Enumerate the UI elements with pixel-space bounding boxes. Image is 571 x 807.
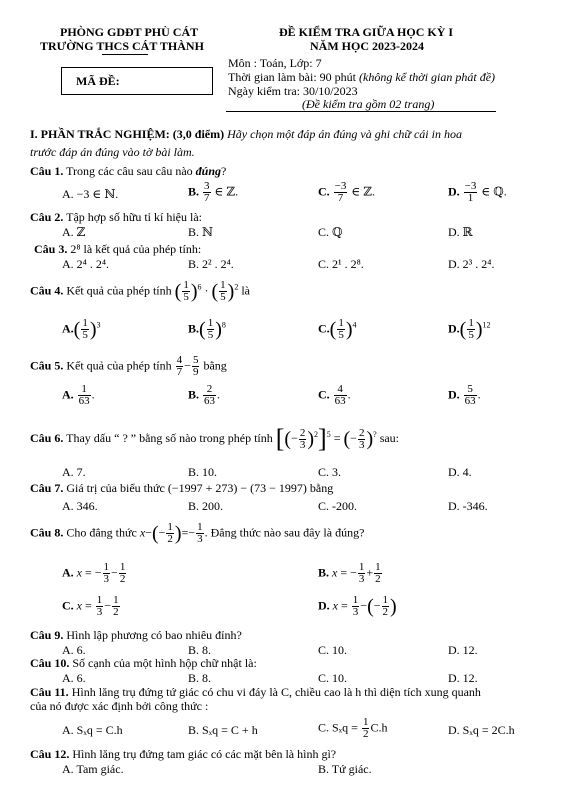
question-text: Thay dấu “ ? ” bằng số nào trong phép tính [66,430,273,445]
q2-option-b[interactable]: B. ℕ [188,225,213,239]
question-5: Câu 5. Kết quả của phép tính $\frac{4}{7}$ − $\frac{5}{9}$ bằng [30,354,227,378]
q11-option-c[interactable]: C. Sₓq = $\frac{1}{2}$ C.h [318,716,388,740]
option-letter: C. [318,184,330,199]
question-text: Trong các câu sau câu nào [66,164,193,178]
fraction: $\frac{-3}{1}$ [464,180,477,204]
q4-option-c[interactable]: C.( $\frac{1}{5}$ )$^4$ [318,317,357,341]
q8-option-a[interactable]: A. x = − $\frac{1}{3}$ − $\frac{1}{2}$ [62,561,126,585]
exam-year: NĂM HỌC 2023-2024 [310,39,424,53]
q6-option-a[interactable]: A. 7. [62,465,86,479]
fraction: $\frac{-3}{7}$ [334,180,347,204]
question-12 [30,747,336,762]
school-name: TRƯỜNG THCS CÁT THÀNH [40,39,204,53]
q5-option-b[interactable]: B. $\frac{2}{63}$ . [188,383,221,407]
exam-subject: Môn : Toán, Lớp: 7 [228,56,322,70]
question-label: Câu 8. [30,525,64,540]
exam-code-label: MÃ ĐỀ: [76,74,120,88]
q1-option-b[interactable] [188,181,238,204]
fraction: $\frac{3}{7}$ [204,180,210,204]
question-label: Câu 2. [30,210,64,224]
header-rule [226,111,496,112]
section-instruction-b: trước đáp án đúng vào tờ bài làm. [30,145,195,159]
question-text: Giá trị của biểu thức [66,481,165,495]
question-text: Tập hợp số hữu tỉ kí hiệu là: [66,210,202,224]
q10-option-d[interactable]: D. 12. [448,671,478,685]
q4-option-b[interactable]: B.( $\frac{1}{5}$ )$^8$ [188,317,226,341]
question-tail: sau: [379,430,400,445]
exam-time-label: Thời gian làm bài: 90 phút [228,70,356,84]
question-tail: bằng [203,358,227,373]
question-label: Câu 5. [30,358,64,373]
q12-option-b[interactable]: B. Tứ giác. [318,762,372,776]
question-emphasis: đúng [195,164,222,178]
q3-option-b[interactable]: B. 2² . 2⁴. [188,257,234,271]
question-expression: (−1997 + 273) − (73 − 1997) [167,481,307,495]
q2-option-d[interactable]: D. ℝ [448,225,473,239]
q9-option-a[interactable]: A. 6. [62,643,86,657]
option-tail: ∈ ℤ. [214,184,239,199]
question-6: Câu 6. Thay dấu “ ? ” bằng số nào trong phép tính [(− $\frac{2}{3}$ )$^2$]$^5$ = (− $\frac{2}{3}$ )? sau: [30,424,400,453]
question-text: Kết quả của phép tính [66,283,172,298]
option-tail: ∈ ℤ. [351,184,376,199]
exam-time-note: (không kể thời gian phát đề) [359,70,496,84]
exam-pages-note: (Đề kiểm tra gồm 02 trang) [302,97,435,111]
question-label: Câu 7. [30,481,64,495]
q11-option-b[interactable]: B. Sₓq = C + h [188,723,258,737]
q11-option-d[interactable]: D. Sₓq = 2C.h [448,723,515,737]
q7-option-c[interactable]: C. -200. [318,499,357,513]
question-7 [30,481,333,496]
question-text: Hình lập phương có bao nhiêu đỉnh? [66,628,242,642]
question-3 [34,242,201,257]
q2-option-c[interactable]: C. ℚ [318,225,343,239]
q10-option-a[interactable]: A. 6. [62,671,86,685]
question-tail: . Đẳng thức nào sau đây là đúng? [204,525,365,540]
q7-option-a[interactable]: A. 346. [62,499,98,513]
q1-option-d[interactable] [448,181,507,204]
q6-option-c[interactable]: C. 3. [318,465,342,479]
q3-option-a[interactable]: A. 2⁴ . 2⁴. [62,257,110,271]
fraction: $\frac{1}{5}$ [183,279,189,303]
q9-option-b[interactable]: B. 8. [188,643,212,657]
question-4: Câu 4. Kết quả của phép tính ( $\frac{1}{5}$ )$^6$ · ( $\frac{1}{5}$ )$^2$ là [30,279,251,303]
question-label: Câu 6. [30,430,64,445]
q7-option-b[interactable]: B. 200. [188,499,224,513]
q8-option-c[interactable]: C. x = $\frac{1}{3}$ − $\frac{1}{2}$ [62,594,119,618]
exam-time [228,70,495,85]
question-8: Câu 8. Cho đẳng thức x−(− $\frac{1}{2}$ )=− $\frac{1}{3}$ . Đẳng thức nào sau đây là đúng? [30,521,365,545]
q5-option-d[interactable]: D. $\frac{5}{63}$ . [448,383,481,407]
question-text: Cho đẳng thức [66,525,137,540]
question-label: Câu 4. [30,283,64,298]
q12-option-a[interactable]: A. Tam giác. [62,762,124,776]
q11-option-a[interactable]: A. Sₓq = C.h [62,723,123,737]
question-label: Câu 10. [30,656,70,670]
q1-option-c[interactable] [318,181,375,204]
q4-option-d[interactable]: D.( $\frac{1}{5}$ )$^{12}$ [448,317,491,341]
question-11-line2: của nó được xác định bởi công thức : [30,699,209,713]
q9-option-c[interactable]: C. 10. [318,643,348,657]
option-letter: B. [188,184,200,199]
option-letter: D. [448,184,460,199]
question-text: Hình lăng trụ đứng tứ giác có chu vi đáy là C, chiều cao là h thì diện tích xung quanh [71,685,481,699]
fraction: $\frac{1}{5}$ [220,279,226,303]
q3-option-c[interactable]: C. 2¹ . 2⁸. [318,257,364,271]
q8-option-b[interactable]: B. x = − $\frac{1}{3}$ + $\frac{1}{2}$ [318,561,381,585]
q6-option-b[interactable]: B. 10. [188,465,218,479]
q9-option-d[interactable]: D. 12. [448,643,478,657]
school-underline [102,54,148,55]
question-2 [30,210,202,225]
section-heading [30,127,462,142]
section-title: I. PHẦN TRẮC NGHIỆM: (3,0 điểm) [30,127,225,141]
question-text: 2⁸ là kết quả của phép tính: [70,242,202,256]
question-label: Câu 1. [30,164,64,178]
question-9 [30,628,242,643]
section-instruction-a: Hãy chọn một đáp án đúng và ghi chữ cái in hoa [227,127,462,141]
q5-option-c[interactable]: C. $\frac{4}{63}$ . [318,383,351,407]
question-end: ? [221,164,227,178]
q4-option-a[interactable]: A.( $\frac{1}{5}$ )$^3$ [62,317,101,341]
option-tail: ∈ ℚ. [481,184,507,199]
question-text: Kết quả của phép tính [66,358,172,373]
question-label: Câu 3. [34,242,68,256]
question-1 [30,164,226,179]
q3-option-d[interactable]: D. 2³ . 2⁴. [448,257,495,271]
question-tail: bằng [309,481,334,495]
q6-option-d[interactable]: D. 4. [448,465,472,479]
question-label: Câu 9. [30,628,64,642]
q10-option-b[interactable]: B. 8. [188,671,212,685]
q7-option-d[interactable]: D. -346. [448,499,488,513]
question-tail: là [241,283,251,298]
q2-option-a[interactable]: A. ℤ [62,225,86,239]
question-label: Câu 11. [30,685,69,699]
exam-title: ĐỀ KIỂM TRA GIỮA HỌC KỲ I [279,25,454,39]
q5-option-a[interactable]: A. $\frac{1}{63}$ . [62,383,95,407]
department-name: PHÒNG GDĐT PHÙ CÁT [60,25,199,39]
question-10 [30,656,257,671]
q8-option-d[interactable]: D. x = $\frac{1}{3}$ −(− $\frac{1}{2}$ ) [318,594,397,618]
exam-code-box[interactable] [61,67,213,95]
question-text: Số cạnh của một hình hộp chữ nhật là: [72,656,257,670]
question-text: Hình lăng trụ đứng tam giác có các mặt bên là hình gì? [72,747,337,761]
question-11 [30,685,481,700]
q10-option-c[interactable]: C. 10. [318,671,348,685]
exam-date: Ngày kiểm tra: 30/10/2023 [228,84,358,98]
question-label: Câu 12. [30,747,70,761]
q1-option-a[interactable]: A. −3 ∈ ℕ. [62,187,119,201]
